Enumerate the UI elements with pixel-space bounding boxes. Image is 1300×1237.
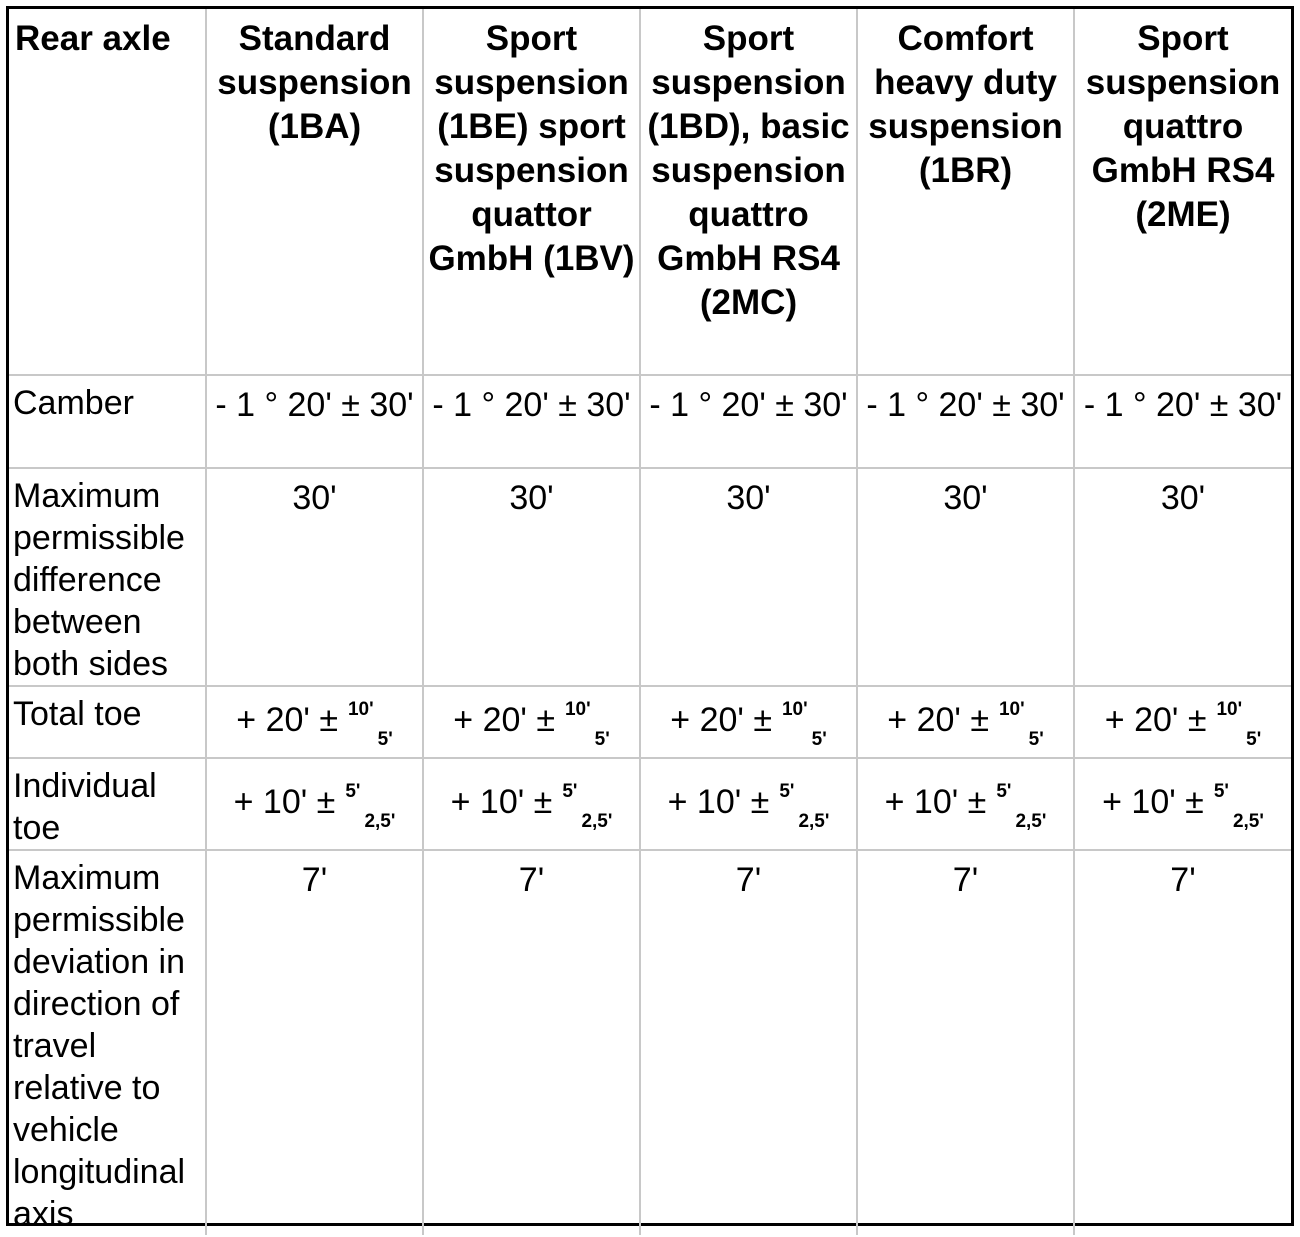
toe-lower-tolerance: 5' [1246,729,1262,750]
toe-lower-tolerance: 2,5' [581,811,613,832]
individual-toe-value [640,758,857,850]
toe-upper-tolerance: 5' [345,781,361,802]
toe-upper-tolerance: 5' [1213,781,1229,802]
toe-upper-tolerance: 10' [347,699,374,720]
table-row-camber [9,375,1291,468]
header-sport-suspension-2me: Sport suspension quattro GmbH RS4 (2ME) [1074,9,1291,375]
row-label-max-difference: Maximum permissible difference between both sides [9,468,206,686]
toe-upper-tolerance: 10' [1216,699,1243,720]
max-deviation-value: 7' [1074,850,1291,1235]
max-deviation-value: 7' [857,850,1074,1235]
toe-base: + 20' ± [236,701,338,739]
max-deviation-value: 7' [423,850,640,1235]
rear-axle-specification-table-frame [6,6,1294,1233]
toe-upper-tolerance: 10' [998,699,1025,720]
toe-base: + 10' ± [884,783,987,821]
total-toe-value [206,686,423,758]
max-difference-value: 30' [423,468,640,686]
max-difference-value: 30' [1074,468,1291,686]
toe-base: + 20' ± [453,701,555,739]
toe-upper-tolerance: 5' [996,781,1012,802]
toe-lower-tolerance: 2,5' [798,811,830,832]
toe-base: + 10' ± [667,783,770,821]
toe-lower-tolerance: 5' [377,729,393,750]
table-row-max-deviation [9,850,1291,1235]
total-toe-value [1074,686,1291,758]
header-row [9,9,1291,375]
row-label-total-toe: Total toe [9,686,206,758]
toe-lower-tolerance: 5' [594,729,610,750]
toe-base: + 20' ± [1104,701,1207,739]
individual-toe-value [857,758,1074,850]
camber-value: - 1 ° 20' ± 30' [1074,375,1291,468]
toe-base: + 10' ± [450,783,553,821]
toe-upper-tolerance: 5' [562,781,578,802]
toe-lower-tolerance: 2,5' [1232,811,1264,832]
camber-value: - 1 ° 20' ± 30' [857,375,1074,468]
row-label-camber: Camber [9,375,206,468]
max-deviation-value: 7' [640,850,857,1235]
header-sport-suspension-1bd: Sport suspension (1BD), basic suspension quattro GmbH RS4 (2MC) [640,9,857,375]
row-label-individual-toe: Individual toe [9,758,206,850]
rear-axle-specification-table [9,9,1291,1235]
toe-upper-tolerance: 10' [781,699,808,720]
toe-lower-tolerance: 5' [1028,729,1044,750]
header-rear-axle: Rear axle [9,9,206,375]
toe-upper-tolerance: 5' [779,781,795,802]
toe-base: + 10' ± [233,783,336,821]
individual-toe-value [206,758,423,850]
total-toe-value [640,686,857,758]
max-deviation-value: 7' [206,850,423,1235]
max-difference-value: 30' [640,468,857,686]
header-sport-suspension-1be: Sport suspension (1BE) sport suspension quattor GmbH (1BV) [423,9,640,375]
header-standard-suspension: Standard suspension (1BA) [206,9,423,375]
toe-base: + 20' ± [670,701,772,739]
individual-toe-value [1074,758,1291,850]
camber-value: - 1 ° 20' ± 30' [423,375,640,468]
max-difference-value: 30' [857,468,1074,686]
table-row-individual-toe [9,758,1291,850]
toe-upper-tolerance: 10' [564,699,591,720]
total-toe-value [857,686,1074,758]
toe-lower-tolerance: 2,5' [364,811,396,832]
toe-base: + 20' ± [887,701,989,739]
total-toe-value [423,686,640,758]
toe-base: + 10' ± [1102,783,1204,821]
row-label-max-deviation: Maximum permissible deviation in direction of travel relative to vehicle longitudinal axis [9,850,206,1235]
table-row-total-toe [9,686,1291,758]
toe-lower-tolerance: 5' [811,729,827,750]
table-row-max-difference [9,468,1291,686]
toe-lower-tolerance: 2,5' [1015,811,1047,832]
camber-value: - 1 ° 20' ± 30' [640,375,857,468]
header-comfort-heavy-duty: Comfort heavy duty suspension (1BR) [857,9,1074,375]
individual-toe-value [423,758,640,850]
max-difference-value: 30' [206,468,423,686]
camber-value: - 1 ° 20' ± 30' [206,375,423,468]
